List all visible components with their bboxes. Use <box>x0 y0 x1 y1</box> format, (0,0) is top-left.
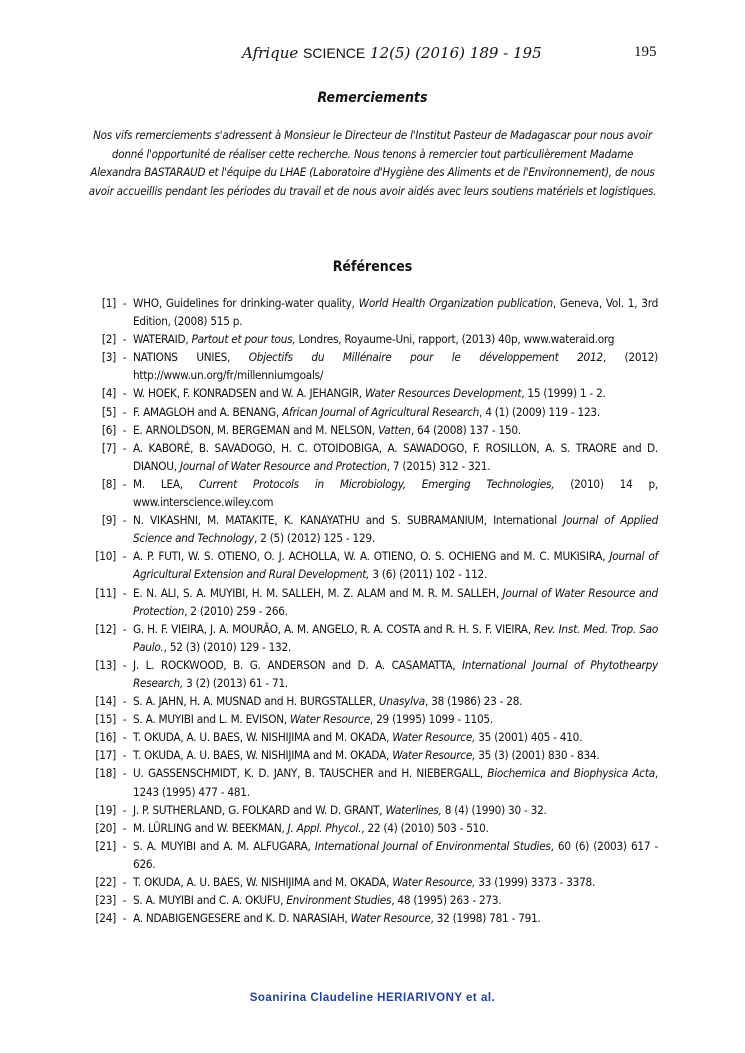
reference-item <box>88 330 658 348</box>
reference-text <box>133 403 658 421</box>
reference-dash: - <box>122 621 127 636</box>
page-number: 195 <box>634 44 657 60</box>
acknowledgements-title: Remerciements <box>317 90 428 106</box>
reference-item <box>88 819 658 837</box>
reference-dash: - <box>122 476 127 491</box>
reference-authors: E. N. ALI, S. A. MUYIBI, H. M. SALLEH, M. Z. ALAM and M. R. M. SALLEH, <box>133 585 503 600</box>
reference-source: Water Resources Development <box>364 386 522 401</box>
reference-dash: - <box>122 730 127 745</box>
reference-source: Water Resource <box>350 911 431 926</box>
reference-dash: - <box>122 838 127 853</box>
reference-source: Journal of Water Resource and Protection <box>133 585 658 618</box>
references-title: Références <box>332 259 413 275</box>
reference-authors: S. A. JAHN, H. A. MUSNAD and H. BURGSTALLER, <box>133 694 379 709</box>
reference-details: (2010) 14 p, www.interscience.wiley.com <box>133 476 658 510</box>
reference-text <box>133 728 658 746</box>
reference-text <box>133 873 658 891</box>
reference-source: Objectifs du Millénaire pour le développement 2012 <box>248 350 603 365</box>
reference-text <box>133 547 658 583</box>
reference-number: [18] <box>95 766 116 781</box>
reference-number: [19] <box>95 802 116 817</box>
reference-authors: T. OKUDA, A. U. BAES, W. NISHIJIMA and M. OKADA, <box>133 730 393 745</box>
reference-dash: - <box>122 404 127 419</box>
reference-source: International Journal of Environmental Studies <box>314 838 551 853</box>
reference-number: [2] <box>101 332 116 347</box>
reference-details: , 64 (2008) 137 - 150. <box>410 422 521 437</box>
reference-item <box>88 511 658 547</box>
reference-text <box>133 909 658 927</box>
reference-dash: - <box>122 386 127 401</box>
reference-text <box>133 837 658 873</box>
reference-dash: - <box>122 296 127 310</box>
reference-dash: - <box>122 766 127 781</box>
acknowledgements-text: Nos vifs remerciements s'adressent à Monsieur le Directeur de l'Institut Pasteur de Madagascar pour nous avoir donné l'opportunité de réaliser cette recherche. Nous tenons à remercier tout particulièrement Madame Alexandra BASTARAUD et l'équipe du LHAE (Laboratoire d'Hygiène des Aliments et de l'Environnement), de nous avoir accueillis pendant les périodes du travail et de nous avoir aidés avec leurs soutiens matériels et logistiques. <box>88 128 657 198</box>
reference-dash: - <box>122 549 127 564</box>
reference-details: 33 (1999) 3373 - 3378. <box>475 875 596 889</box>
reference-authors: T. OKUDA, A. U. BAES, W. NISHIJIMA and M. OKADA, <box>133 875 393 889</box>
reference-source: Journal of Water Resource and Protection <box>179 458 387 473</box>
reference-dash: - <box>122 513 127 528</box>
reference-dash: - <box>122 585 127 600</box>
reference-dash: - <box>122 802 127 817</box>
reference-authors: S. A. MUYIBI and A. M. ALFUGARA, <box>133 838 315 853</box>
reference-details: , 2 (5) (2012) 125 - 129. <box>253 531 375 546</box>
reference-authors: S. A. MUYIBI and C. A. OKUFU, <box>133 893 287 908</box>
reference-item <box>88 421 658 439</box>
reference-text <box>133 819 658 837</box>
reference-item <box>88 547 658 583</box>
reference-dash: - <box>122 694 127 709</box>
reference-text <box>133 764 658 800</box>
reference-text <box>133 746 658 764</box>
reference-source: Biochemica and Biophysica Acta <box>487 766 655 781</box>
reference-text <box>133 584 658 620</box>
reference-source: Unasylva <box>378 694 425 709</box>
reference-text <box>133 348 658 384</box>
reference-number: [10] <box>95 549 116 564</box>
reference-item <box>88 620 658 656</box>
reference-details: 3 (6) (2011) 102 - 112. <box>369 567 488 582</box>
reference-text <box>133 891 658 909</box>
reference-authors: W. HOEK, F. KONRADSEN and W. A. JEHANGIR, <box>133 386 365 401</box>
reference-details: , 7 (2015) 312 - 321. <box>386 458 491 473</box>
reference-details: , (2012) http://www.un.org/fr/millenniumgoals/ <box>133 350 658 383</box>
reference-source: Current Protocols in Microbiology, Emerging Technologies, <box>198 476 555 491</box>
reference-dash: - <box>122 712 127 727</box>
reference-source: Water Resource <box>290 712 370 727</box>
reference-authors: A. NDABIGENGESERE and K. D. NARASIAH, <box>133 911 351 926</box>
reference-number: [20] <box>95 820 116 835</box>
reference-details: , 4 (1) (2009) 119 - 123. <box>479 404 600 419</box>
reference-authors: F. AMAGLOH and A. BENANG, <box>133 404 283 419</box>
reference-dash: - <box>122 875 127 889</box>
reference-item <box>88 384 658 402</box>
reference-source: Waterlines, <box>385 802 442 817</box>
reference-number: [16] <box>95 730 116 745</box>
reference-source: Water Resource, <box>392 730 476 745</box>
reference-dash: - <box>122 820 127 835</box>
reference-authors: G. H. F. VIEIRA, J. A. MOURÃO, A. M. ANGELO, R. A. COSTA and R. H. S. F. VIEIRA, <box>133 621 534 636</box>
reference-dash: - <box>122 350 127 365</box>
reference-details: , 29 (1995) 1099 - 1105. <box>369 712 493 727</box>
reference-authors: N. VIKASHNI, M. MATAKITE, K. KANAYATHU and S. SUBRAMANIUM, International <box>133 513 564 528</box>
reference-item <box>88 746 658 764</box>
reference-number: [5] <box>101 404 116 419</box>
reference-source: J. Appl. Phycol. <box>287 820 362 835</box>
reference-details: , Geneva, Vol. 1, 3rd Edition, (2008) 515 p. <box>133 296 658 329</box>
reference-source: Environment Studies <box>286 893 392 908</box>
reference-details: Londres, Royaume-Uni, rapport, (2013) 40p, www.wateraid.org <box>295 332 615 347</box>
reference-number: [11] <box>95 585 116 600</box>
reference-dash: - <box>122 440 127 455</box>
reference-details: 35 (3) (2001) 830 - 834. <box>475 748 600 763</box>
reference-text <box>133 294 658 330</box>
reference-authors: WATERAID, <box>133 332 192 347</box>
reference-authors: M. LEA, <box>133 476 199 491</box>
reference-number: [4] <box>101 386 116 401</box>
reference-item <box>88 692 658 710</box>
reference-source: International Journal of Phytothearpy Research, <box>133 657 658 690</box>
reference-details: , 48 (1995) 263 - 273. <box>391 893 502 908</box>
reference-dash: - <box>122 893 127 908</box>
reference-text <box>133 656 658 692</box>
reference-item <box>88 475 658 511</box>
reference-source: African Journal of Agricultural Research <box>282 404 480 419</box>
reference-authors: S. A. MUYIBI and L. M. EVISON, <box>133 712 291 727</box>
reference-text <box>133 710 658 728</box>
reference-details: , 1243 (1995) 477 - 481. <box>133 766 658 799</box>
reference-authors: U. GASSENSCHMIDT, K. D. JANY, B. TAUSCHER and H. NIEBERGALL, <box>133 766 488 781</box>
footer-authors: Soanirina Claudeline HERIARIVONY et al. <box>249 992 496 1004</box>
reference-authors: J. L. ROCKWOOD, B. G. ANDERSON and D. A. CASAMATTA, <box>133 657 462 672</box>
reference-number: [23] <box>95 893 116 908</box>
reference-number: [1] <box>101 296 116 310</box>
reference-number: [9] <box>101 513 116 528</box>
reference-authors: NATIONS UNIES, <box>133 350 249 365</box>
reference-authors: WHO, Guidelines for drinking-water quality, <box>133 296 359 310</box>
reference-number: [14] <box>95 694 116 709</box>
reference-number: [7] <box>101 440 116 455</box>
reference-source: Partout et pour tous, <box>191 332 296 347</box>
reference-text <box>133 421 658 439</box>
reference-authors: T. OKUDA, A. U. BAES, W. NISHIJIMA and M. OKADA, <box>133 748 393 763</box>
reference-dash: - <box>122 657 127 672</box>
reference-details: , 38 (1986) 23 - 28. <box>424 694 523 709</box>
reference-text <box>133 620 658 656</box>
reference-details: 35 (2001) 405 - 410. <box>475 730 583 745</box>
reference-text <box>133 330 658 348</box>
reference-number: [21] <box>95 838 116 853</box>
reference-item <box>88 584 658 620</box>
reference-item <box>88 710 658 728</box>
journal-citation: Afrique SCIENCE 12(5) (2016) 189 - 195 <box>242 44 542 62</box>
reference-details: , 52 (3) (2010) 129 - 132. <box>163 639 292 654</box>
reference-source: Water Resource, <box>392 748 476 763</box>
reference-authors: M. LÜRLING and W. BEEKMAN, <box>133 820 288 835</box>
reference-item <box>88 439 658 475</box>
reference-item <box>88 403 658 421</box>
reference-details: , 60 (6) (2003) 617 - 626. <box>133 838 658 871</box>
reference-item <box>88 909 658 927</box>
reference-details: , 32 (1998) 781 - 791. <box>430 911 541 926</box>
reference-number: [6] <box>101 422 116 437</box>
reference-list <box>88 294 658 927</box>
reference-dash: - <box>122 911 127 926</box>
reference-source: Journal of Applied Science and Technology <box>133 513 658 546</box>
reference-text <box>133 439 658 475</box>
reference-details: 3 (2) (2013) 61 - 71. <box>183 675 288 690</box>
reference-dash: - <box>122 422 127 437</box>
reference-number: [8] <box>101 476 116 491</box>
reference-item <box>88 656 658 692</box>
reference-item <box>88 801 658 819</box>
reference-details: , 22 (4) (2010) 503 - 510. <box>361 820 489 835</box>
reference-source: Rev. Inst. Med. Trop. Sao Paulo. <box>133 621 658 654</box>
reference-item <box>88 891 658 909</box>
reference-item <box>88 764 658 800</box>
reference-number: [22] <box>95 875 116 889</box>
reference-number: [13] <box>95 657 116 672</box>
reference-source: Vatten <box>378 422 411 437</box>
reference-authors: A. KABORÉ, B. SAVADOGO, H. C. OTOIDOBIGA, A. SAWADOGO, F. ROSILLON, A. S. TRAORE and D. DIANOU, <box>133 440 658 473</box>
reference-text <box>133 475 658 511</box>
journal-name: SCIENCE <box>303 45 366 61</box>
reference-number: [24] <box>95 911 116 926</box>
reference-text <box>133 384 658 402</box>
running-header <box>0 44 745 64</box>
reference-dash: - <box>122 332 127 347</box>
reference-item <box>88 728 658 746</box>
reference-item <box>88 348 658 384</box>
reference-details: 8 (4) (1990) 30 - 32. <box>441 802 547 817</box>
reference-number: [3] <box>101 350 116 365</box>
reference-authors: A. P. FUTI, W. S. OTIENO, O. J. ACHOLLA, W. A. OTIENO, O. S. OCHIENG and M. C. MUKISIRA, <box>133 549 610 564</box>
reference-text <box>133 692 658 710</box>
reference-details: , 15 (1999) 1 - 2. <box>521 386 606 401</box>
reference-item <box>88 837 658 873</box>
reference-dash: - <box>122 748 127 763</box>
reference-item <box>88 294 658 330</box>
reference-source: Water Resource, <box>392 875 476 889</box>
reference-text <box>133 511 658 547</box>
reference-item <box>88 873 658 891</box>
reference-number: [17] <box>95 748 116 763</box>
reference-authors: J. P. SUTHERLAND, G. FOLKARD and W. D. GRANT, <box>133 802 386 817</box>
reference-source: Journal of Agricultural Extension and Rural Development, <box>133 549 658 582</box>
reference-authors: E. ARNOLDSON, M. BERGEMAN and M. NELSON, <box>133 422 379 437</box>
reference-number: [12] <box>95 621 116 636</box>
reference-details: , 2 (2010) 259 - 266. <box>184 603 288 618</box>
reference-text <box>133 801 658 819</box>
reference-source: World Health Organization publication <box>358 296 553 310</box>
reference-number: [15] <box>95 712 116 727</box>
